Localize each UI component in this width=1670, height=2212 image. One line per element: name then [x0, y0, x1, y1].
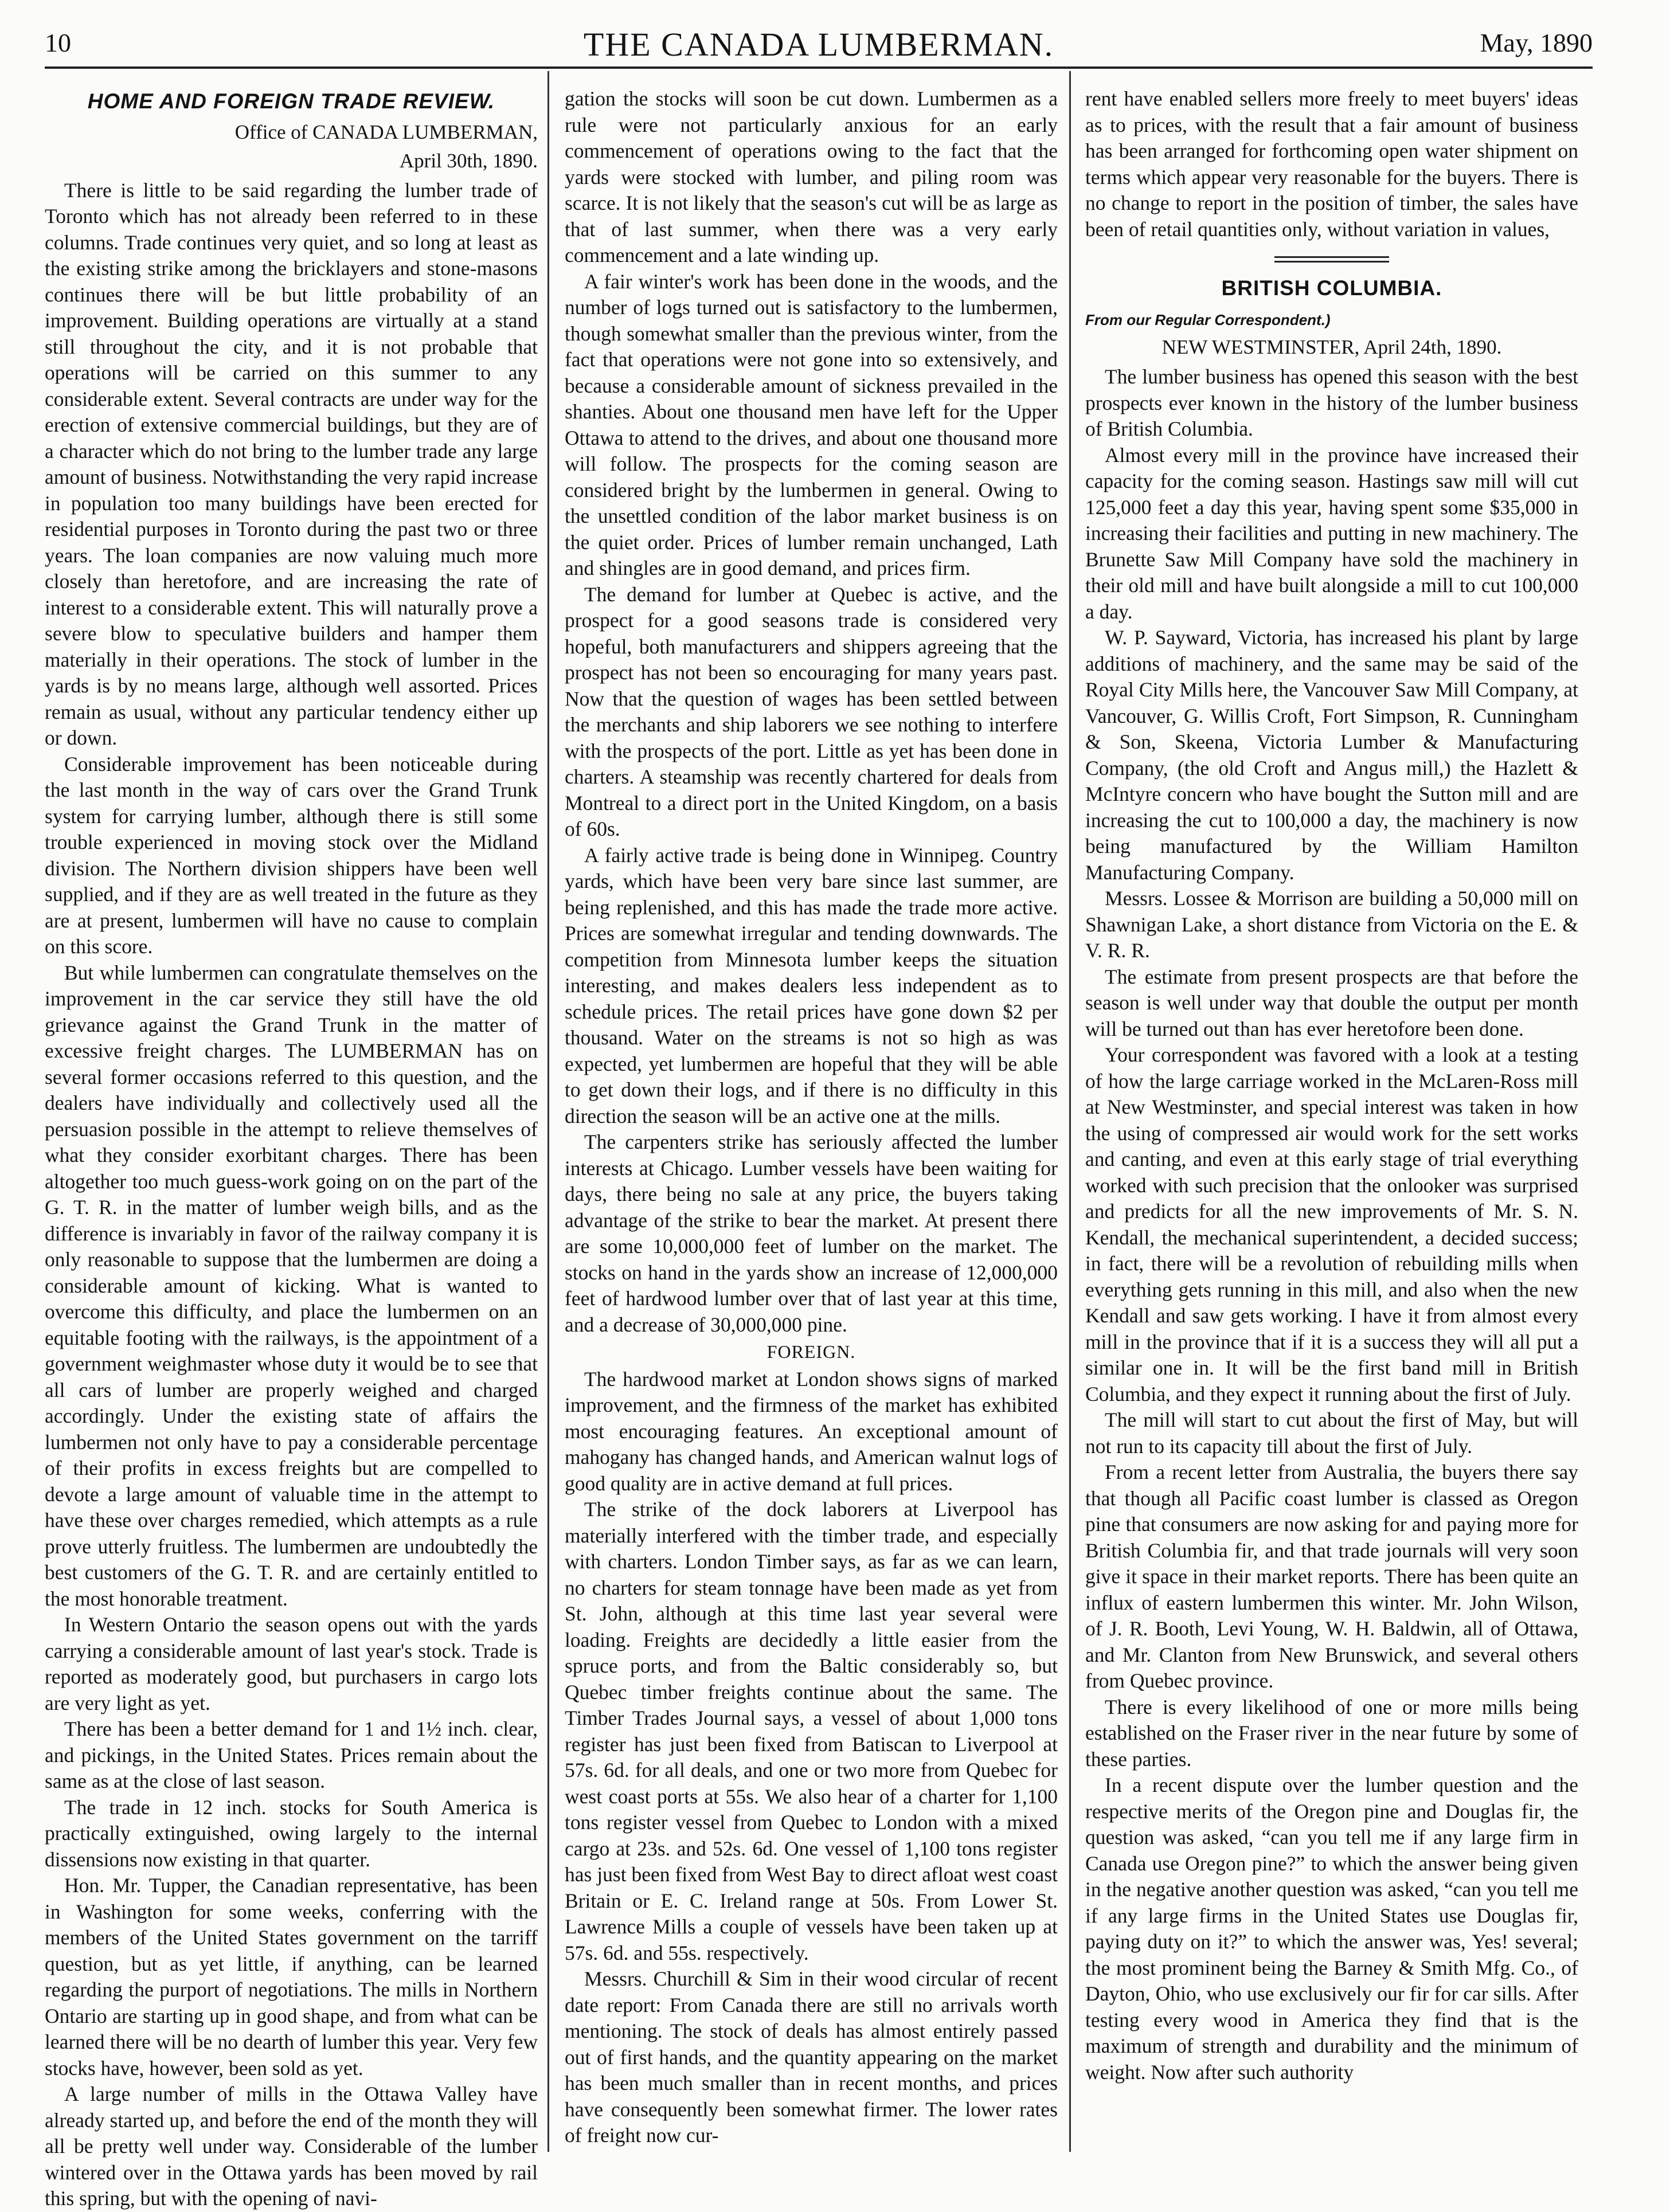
column-2: [565, 86, 1058, 2161]
article-paragraph: The mill will start to cut about the first of May, but will not run to its capacity till about the first of July.: [1085, 1408, 1578, 1458]
header-rule: [45, 66, 1593, 69]
article-paragraph: In Western Ontario the season opens out with the yards carrying a considerable amount of last year's stock. Trade is reported as moderately good, but purchasers in cargo lots are very light as yet.: [45, 1613, 538, 1714]
article-paragraph: Your correspondent was favored with a look at a testing of how the large carriage worked in the McLaren-Ross mill at New Westminster, and special interest was taken in how the using of compressed air would work for the sett works and canting, and even at this early stage of trial everything worked with such precision that the onlooker was surprised and predicts for all the new improvements of Mr. S. N. Kendall, the mechanical superintendent, a decided success; in fact, there will be a revolution of rebuilding mills when everything gets running in this mill, and also when the new Kendall and saw gets working. I have it from almost every mill in the province that if it is a success they will all put a similar one in. It will be the first band mill in British Columbia, and they expect it running about the first of July.: [1085, 1043, 1578, 1405]
column-1: [45, 86, 538, 2210]
column-3: [1085, 86, 1578, 2161]
page-number: 10: [45, 28, 71, 57]
section-divider: [1274, 256, 1389, 263]
article-paragraph: The strike of the dock laborers at Liverpool has materially interfered with the timber trade, and especially with charters. London Timber says, as far as we can learn, no charters for steam tonnage have been made as yet from St. John, although at this time last year several were loading. Freights are decidedly a little easier from the spruce ports, and from the Baltic considerably so, but Quebec timber freights continue about the same. The Timber Trades Journal says, a vessel of about 1,000 tons register has just been fixed from Batiscan to Liverpool at 57s. 6d. for all deals, and one or two more from Quebec for west coast ports at 55s. We also hear of a charter for 1,100 tons register vessel from Quebec to London with a mixed cargo at 23s. and 52s. 6d. One vessel of 1,100 tons register has just been fixed from West Bay to direct afloat west coast Britain or E. C. Ireland range at 50s. From Lower St. Lawrence Mills a couple of vessels have been taken up at 57s. 6d. and 55s. respectively.: [565, 1498, 1058, 1964]
page-header: [45, 25, 1593, 63]
office-line: Office of CANADA LUMBERMAN,: [234, 120, 538, 143]
article-paragraph: The demand for lumber at Quebec is active, and the prospect for a good seasons trade is considered very hopeful, both manufacturers and shippers agreeing that the prospect has not been so encouraging for many years past. Now that the question of wages has been settled between the merchants and ship laborers we see nothing to interfere with the prospects of the port. Little as yet has been done in charters. A steamship was recently chartered for deals from Montreal to a direct port in the United Kingdom, on a basis of 60s.: [565, 582, 1058, 840]
article-paragraph: From a recent letter from Australia, the buyers there say that though all Pacific coast lumber is classed as Oregon pine that consumers are now asking for and paying more for British Columbia fir, and that trade journals will very soon give it space in their market reports. There has been quite an influx of eastern lumbermen this winter. Mr. John Wilson, of J. R. Booth, Levi Young, W. H. Baldwin, all of Ottawa, and Mr. Clanton from New Brunswick, and several others from Quebec province.: [1085, 1461, 1578, 1692]
article-paragraph: Messrs. Churchill & Sim in their wood circular of recent date report: From Canada there are still no arrivals worth mentioning. The stock of deals has almost entirely passed out of first hands, and the quantity appearing on the market has been much smaller than in recent months, and prices have consequently been somewhat firmer. The lower rates of freight now cur-: [565, 1967, 1058, 2147]
column-divider: [1069, 71, 1071, 2152]
article-paragraph: gation the stocks will soon be cut down. Lumbermen as a rule were not particularly anxious for an early commencement of operations owing to the fact that the yards were stocked with lumber, and piling room was scarce. It is not likely that the season's cut will be as large as that of last summer, when there was a very early commencement and a late winding up.: [565, 87, 1058, 267]
article-paragraph: But while lumbermen can congratulate themselves on the improvement in the car service they still have the old grievance against the Grand Trunk in the matter of excessive freight charges. The LUMBERMAN has on several former occasions referred to this question, and the dealers have individually and collectively used all the persuasion possible in the attempt to relieve themselves of what they consider exorbitant charges. There has been altogether too much guess-work going on on the part of the G. T. R. in the matter of lumber weigh bills, and as the difference is invariably in favor of the railway company it is only reasonable to suppose that the lumbermen are doing a considerable amount of kicking. What is wanted to overcome this difficulty, and place the lumbermen on an equitable footing with the railways, is the appointment of a government weighmaster whose duty it would be to see that all cars of lumber are properly weighed and charged accordingly. Under the existing state of affairs the lumbermen not only have to pay a considerable percentage of their profits in excess freights but are compelled to devote a large amount of valuable time in the attempt to have these over charges remedied, which attempts as a rule prove utterly fruitless. The lumbermen are undoubtedly the best customers of the G. T. R. and are certainly entitled to the most honorable treatment.: [45, 961, 538, 1610]
article-paragraph: A large number of mills in the Ottawa Valley have already started up, and before the end of the month they will all be pretty well under way. Considerable of the lumber wintered over in the Ottawa yards has been moved by rail this spring, but with the opening of navi-: [45, 2082, 538, 2210]
section-title: HOME AND FOREIGN TRADE REVIEW.: [87, 89, 495, 113]
article-paragraph: There is little to be said regarding the lumber trade of Toronto which has not already been referred to in these columns. Trade continues very quiet, and so long at least as the existing strike among the bricklayers and stone-masons continues there will be but little probability of an improvement. Building operations are virtually at a stand still throughout the city, and it is not probable that operations will be carried on this summer to any considerable extent. Several contracts are under way for the erection of extensive commercial buildings, but they are of a character which do not bring to the lumber trade any large amount of business. Notwithstanding the very rapid increase in population too many buildings have been erected for residential purposes in Toronto during the past two or three years. The loan companies are now valuing much more closely than heretofore, and are increasing the rate of interest to a considerable extent. This will naturally prove a severe blow to speculative builders and hamper them materially in their operations. The stock of lumber in the yards is by no means large, although well assorted. Prices remain as usual, without any particular tendency either up or down.: [45, 178, 538, 749]
article-paragraph: A fairly active trade is being done in Winnipeg. Country yards, which have been very bare since last summer, are being replenished, and this has made the trade more active. Prices are somewhat irregular and tending downwards. The competition from Minnesota lumber keeps the situation interesting, and makes dealers less independent as to schedule prices. The retail prices have gone down $2 per thousand. Water on the streams is not so high as was expected, yet lumbermen are hopeful that they will be able to get down their logs, and if there is no difficulty in this direction the season will be an active one at the mills.: [565, 843, 1058, 1127]
article-paragraph: The estimate from present prospects are that before the season is well under way that double the output per month will be turned out than has ever heretofore been done.: [1085, 965, 1578, 1040]
article-paragraph: Messrs. Lossee & Morrison are building a 50,000 mill on Shawnigan Lake, a short distance from Victoria on the E. & V. R. R.: [1085, 887, 1578, 962]
article-paragraph: The trade in 12 inch. stocks for South America is practically extinguished, owing largely to the internal dissensions now existing in that quarter.: [45, 1795, 538, 1871]
article-paragraph: W. P. Sayward, Victoria, has increased his plant by large additions of machinery, and the same may be said of the Royal City Mills here, the Vancouver Saw Mill Company, at Vancouver, G. Willis Croft, Fort Simpson, R. Cunningham & Son, Skeena, Victoria Lumber & Manufacturing Company, (the old Croft and Angus mill,) the Hazlett & McIntyre concern who have bought the Sutton mill and are increasing the cut to 100,000 a day, the machinery is now being manufactured by the William Hamilton Manufacturing Company.: [1085, 626, 1578, 884]
article-paragraph: In a recent dispute over the lumber question and the respective merits of the Oregon pine and Douglas fir, the question was asked, “can you tell me if any large firm in Canada use Oregon pine?” to which the answer being given in the negative another question was asked, “can you tell me if any large firms in the United States use Douglas fir, paying duty on it?” to which the answer was, Yes! several; the most prominent being the Barney & Smith Mfg. Co., of Dayton, Ohio, who use exclusively our fir for car sills. After testing every wood in America they find that is the maximum of strength and durability and the minimum of weight. Now after such authority: [1085, 1773, 1578, 2084]
byline: From our Regular Correspondent.): [1085, 311, 1331, 328]
issue-date: May, 1890: [1480, 28, 1593, 57]
article-paragraph: The lumber business has opened this season with the best prospects ever known in the history of the lumber business of British Columbia.: [1085, 365, 1578, 440]
article-paragraph: The carpenters strike has seriously affected the lumber interests at Chicago. Lumber vessels have been waiting for days, there being no sale at any price, the buyers taking advantage of the strike to bear the market. At present there are some 10,000,000 feet of lumber on the market. The stocks on hand in the yards show an increase of 12,000,000 feet of hardwood lumber over that of last year at this time, and a decrease of 30,000,000 pine.: [565, 1130, 1058, 1336]
article-paragraph: There is every likelihood of one or more mills being established on the Fraser river in the near future by some of these parties.: [1085, 1695, 1578, 1771]
section-title: BRITISH COLUMBIA.: [1221, 276, 1442, 300]
foreign-subheading: FOREIGN.: [766, 1341, 856, 1362]
article-paragraph: Almost every mill in the province have increased their capacity for the coming season. Hastings saw mill will cut 125,000 feet a day this year, having spent some $35,000 in increasing their facilities and putting in new machinery. The Brunette Saw Mill Company have sold the machinery in their old mill and have built alongside a mill to cut 100,000 a day.: [1085, 443, 1578, 623]
dateline: NEW WESTMINSTER, April 24th, 1890.: [1161, 336, 1502, 358]
office-date: April 30th, 1890.: [399, 149, 538, 172]
article-paragraph: Considerable improvement has been noticeable during the last month in the way of cars over the Grand Trunk system for carrying lumber, although there is still some trouble experienced in moving stock over the Midland division. The Northern division shippers have been well supplied, and if they are as well treated in the future as they are at present, lumbermen will have no cause to complain on this score.: [45, 752, 538, 958]
column-divider: [547, 71, 549, 2152]
article-paragraph: Hon. Mr. Tupper, the Canadian representative, has been in Washington for some weeks, conferring with the members of the United States government on the tarriff question, but as yet little, if anything, can be learned regarding the purport of negotiations. The mills in Northern Ontario are starting up in good shape, and from what can be learned there will be no dearth of lumber this year. Very few stocks have, however, been sold as yet.: [45, 1874, 538, 2080]
masthead-title: THE CANADA LUMBERMAN.: [583, 26, 1054, 63]
article-paragraph: rent have enabled sellers more freely to meet buyers' ideas as to prices, with the result that a fair amount of business has been arranged for forthcoming open water shipment on terms which appear very reasonable for the buyers. There is no change to report in the position of timber, the sales have been of retail quantities only, without variation in values,: [1085, 87, 1578, 241]
article-paragraph: A fair winter's work has been done in the woods, and the number of logs turned out is satisfactory to the lumbermen, though somewhat smaller than the previous winter, from the fact that operations were not gone into so extensively, and because a considerable amount of sickness prevailed in the shanties. About one thousand men have left for the Upper Ottawa to attend to the drives, and about one thousand more will follow. The prospects for the coming season are considered bright by the lumbermen in general. Owing to the unsettled condition of the labor market business is on the quiet order. Prices of lumber remain unchanged, Lath and shingles are in good demand, and prices firm.: [565, 269, 1058, 580]
article-paragraph: There has been a better demand for 1 and 1½ inch. clear, and pickings, in the United States. Prices remain about the same as at the close of last season.: [45, 1717, 538, 1792]
article-paragraph: The hardwood market at London shows signs of marked improvement, and the firmness of the market has exhibited most encouraging features. An exceptional amount of mahogany has changed hands, and American walnut logs of good quality are in active demand at full prices.: [565, 1367, 1058, 1495]
